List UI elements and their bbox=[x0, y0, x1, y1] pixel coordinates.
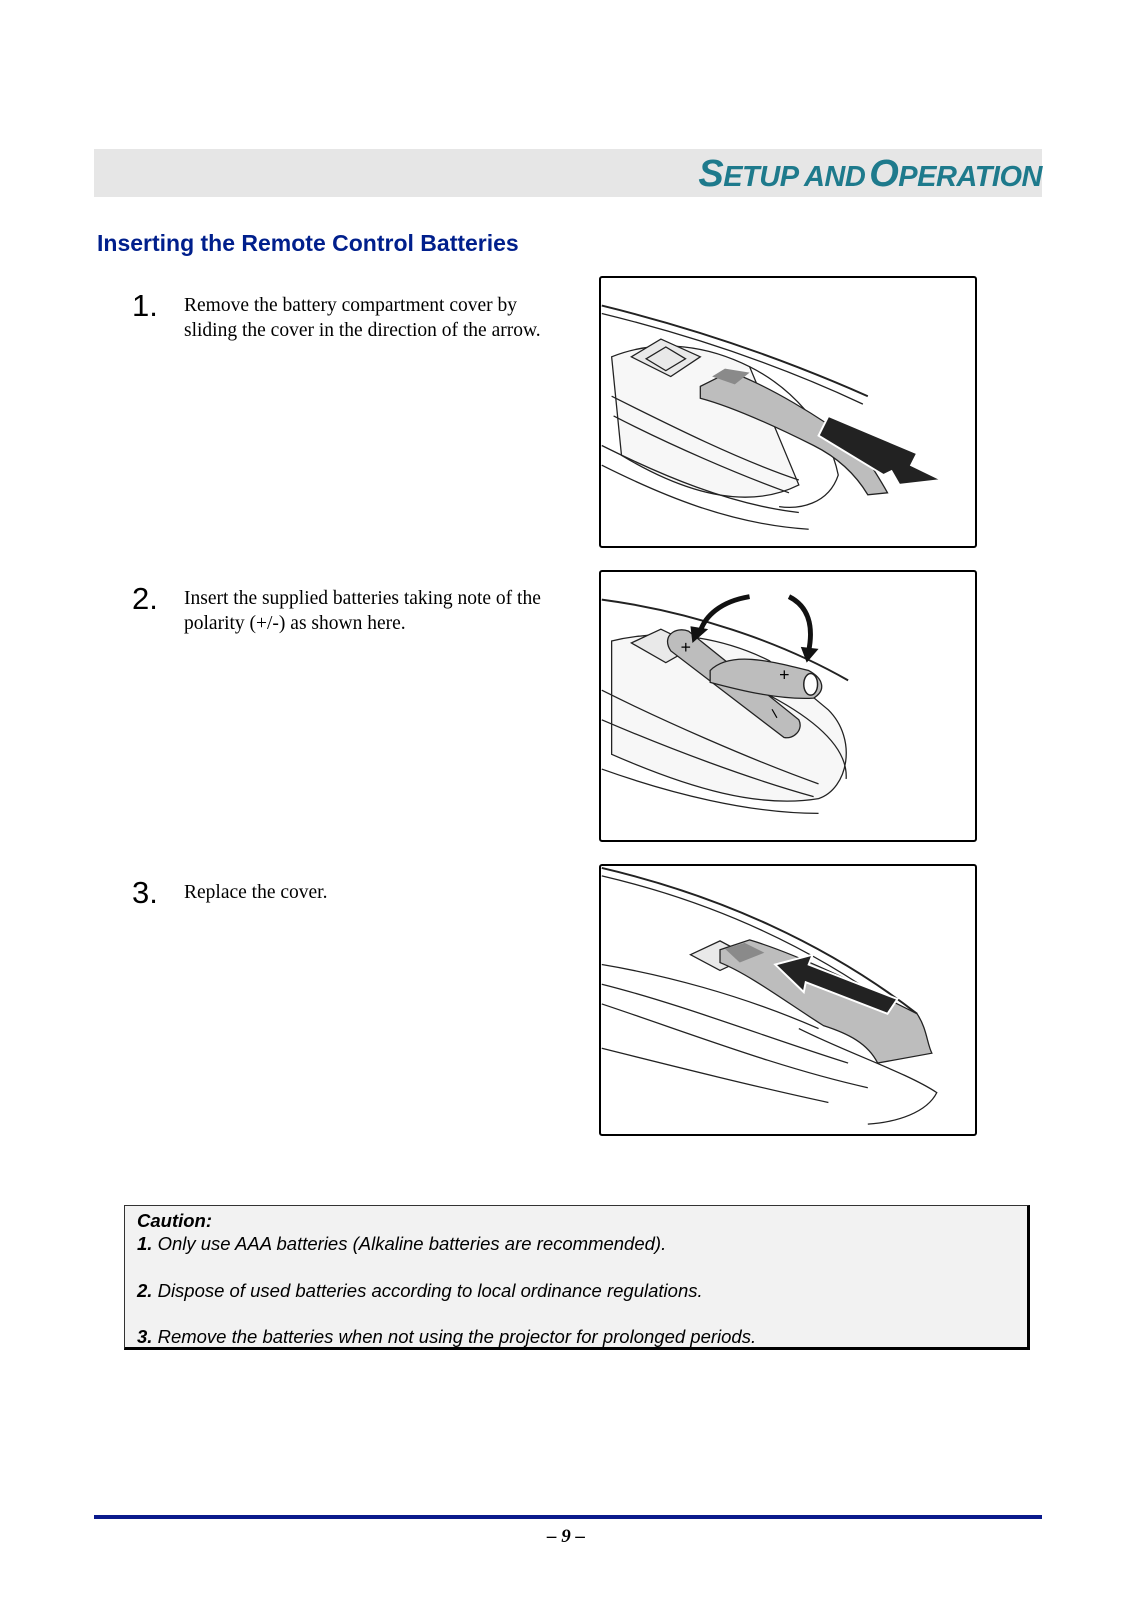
header-title-initial-o: O bbox=[869, 153, 899, 195]
step-text: Remove the battery compartment cover by sliding the cover in the direction of the arrow. bbox=[184, 295, 541, 341]
remote-replace-cover-illustration bbox=[601, 866, 975, 1134]
step-number: 1. bbox=[132, 288, 158, 323]
polarity-minus: – bbox=[764, 703, 787, 722]
caution-item-1 bbox=[137, 1233, 666, 1255]
caution-item-2 bbox=[137, 1280, 703, 1302]
figure-replace-cover bbox=[599, 864, 977, 1136]
remote-remove-cover-illustration bbox=[601, 278, 975, 546]
figure-remove-cover bbox=[599, 276, 977, 548]
header-bar bbox=[94, 149, 1042, 197]
step-text: Replace the cover. bbox=[184, 882, 328, 903]
header-title-initial-s: S bbox=[698, 153, 724, 195]
header-title bbox=[698, 153, 1042, 196]
header-title-rest-1: ETUP AND bbox=[723, 161, 866, 193]
caution-item-3 bbox=[137, 1326, 756, 1348]
figure-insert-batteries bbox=[599, 570, 977, 842]
caution-item-number: 1. bbox=[137, 1233, 153, 1254]
caution-item-text: Only use AAA batteries (Alkaline batteries are recommended). bbox=[152, 1233, 667, 1254]
caution-item-text: Dispose of used batteries according to local ordinance regulations. bbox=[152, 1280, 703, 1301]
page-number: – 9 – bbox=[547, 1526, 585, 1547]
step-number: 2. bbox=[132, 581, 158, 616]
step-text: Insert the supplied batteries taking note of the polarity (+/-) as shown here. bbox=[184, 588, 541, 634]
section-heading: Inserting the Remote Control Batteries bbox=[97, 230, 519, 256]
caution-item-number: 2. bbox=[137, 1280, 153, 1301]
caution-box bbox=[124, 1205, 1030, 1350]
polarity-plus-1: + bbox=[680, 636, 691, 657]
caution-item-text: Remove the batteries when not using the projector for prolonged periods. bbox=[152, 1326, 757, 1347]
remote-insert-batteries-illustration bbox=[601, 572, 975, 840]
header-title-rest-2: PERATION bbox=[898, 161, 1042, 193]
caution-title: Caution: bbox=[137, 1210, 213, 1231]
polarity-plus-2: + bbox=[779, 664, 790, 685]
footer-divider bbox=[94, 1515, 1042, 1519]
step-number: 3. bbox=[132, 875, 158, 910]
caution-item-number: 3. bbox=[137, 1326, 153, 1347]
